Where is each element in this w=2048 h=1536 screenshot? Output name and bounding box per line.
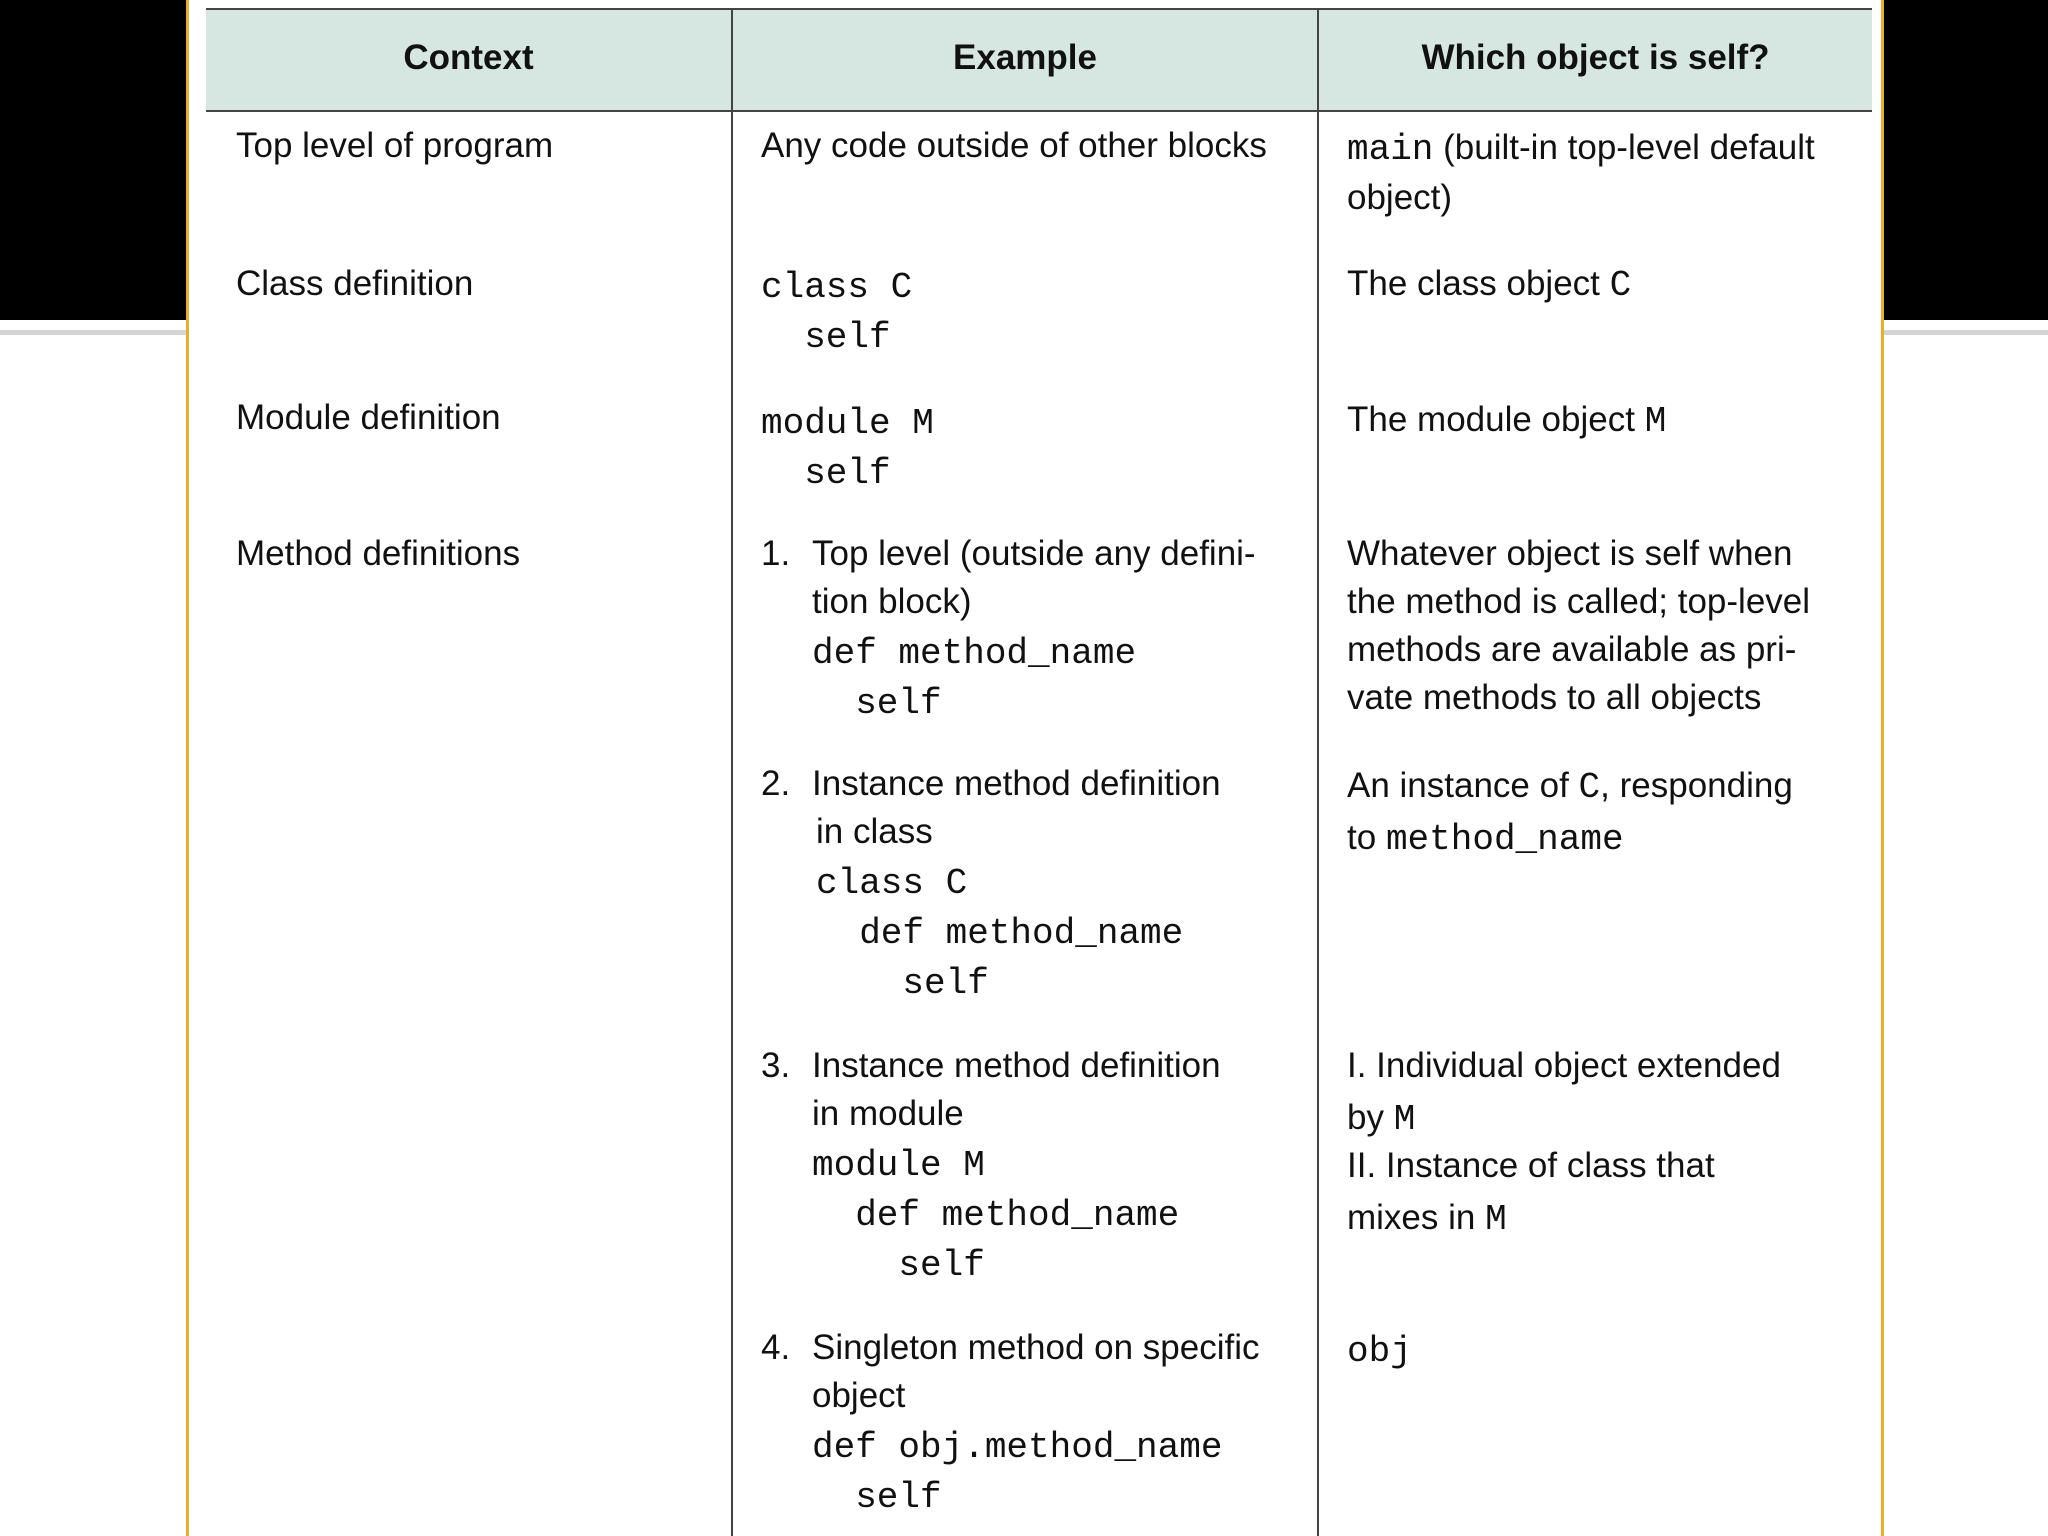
item-self: Whatever object is self when: [1347, 534, 1793, 573]
row-context: Method definitions: [236, 534, 521, 573]
item-self: An instance of C, responding: [1347, 766, 1793, 808]
item-desc: tion block): [812, 582, 972, 621]
header-which-object: Which object is self?: [1421, 38, 1770, 77]
row-example-code: self: [761, 453, 891, 494]
row-self: The module object M: [1347, 400, 1667, 442]
item-self: mixes in M: [1347, 1198, 1507, 1240]
item-code: class C: [816, 863, 968, 904]
code-main: main: [1347, 129, 1434, 170]
item-self: methods are available as pri-: [1347, 630, 1797, 669]
item-desc: Instance method definition: [812, 764, 1221, 803]
item-code: def method_name: [812, 1195, 1180, 1236]
item-self: the method is called; top-level: [1347, 582, 1811, 621]
left-black-band: [0, 0, 186, 320]
right-black-band: [1880, 0, 2048, 320]
item-self: by M: [1347, 1098, 1416, 1140]
row-context: Class definition: [236, 264, 474, 303]
item-code: self: [812, 1477, 942, 1518]
item-desc: in module: [812, 1094, 964, 1133]
item-desc: in class: [816, 812, 933, 851]
item-number: 2.: [761, 764, 791, 803]
item-code: def obj.method_name: [812, 1427, 1223, 1468]
item-self: vate methods to all objects: [1347, 678, 1762, 717]
header-example: Example: [953, 38, 1097, 77]
item-code: self: [812, 1245, 985, 1286]
item-number: 1.: [761, 534, 791, 573]
row-example-code: class C: [761, 267, 913, 308]
self-context-table: [206, 8, 1872, 1536]
item-code: def method_name: [812, 633, 1137, 674]
item-desc: object: [812, 1376, 906, 1415]
item-self-code: obj: [1347, 1331, 1412, 1372]
row-example-code: module M: [761, 403, 934, 444]
item-desc: Singleton method on specific: [812, 1328, 1260, 1367]
item-code: module M: [812, 1145, 985, 1186]
row-example-code: self: [761, 317, 891, 358]
row-context: Module definition: [236, 398, 501, 437]
row-context: Top level of program: [236, 126, 554, 165]
column-divider: [731, 8, 733, 1536]
item-self: I. Individual object extended: [1347, 1046, 1781, 1085]
right-divider-line: [1880, 330, 2048, 335]
item-self: II. Instance of class that: [1347, 1146, 1715, 1185]
item-code: self: [812, 683, 942, 724]
item-code: def method_name: [816, 913, 1184, 954]
left-divider-line: [0, 330, 186, 335]
column-divider: [1317, 8, 1319, 1536]
item-desc: Top level (outside any defini-: [812, 534, 1256, 573]
item-self: to method_name: [1347, 818, 1624, 860]
item-number: 4.: [761, 1328, 791, 1367]
item-number: 3.: [761, 1046, 791, 1085]
item-code: self: [816, 963, 989, 1004]
item-desc: Instance method definition: [812, 1046, 1221, 1085]
header-context: Context: [403, 38, 534, 77]
row-self: main (built-in top-level default: [1347, 128, 1815, 170]
row-self-cont: object): [1347, 178, 1453, 217]
row-self: The class object C: [1347, 264, 1632, 306]
row-example: Any code outside of other blocks: [761, 126, 1267, 165]
